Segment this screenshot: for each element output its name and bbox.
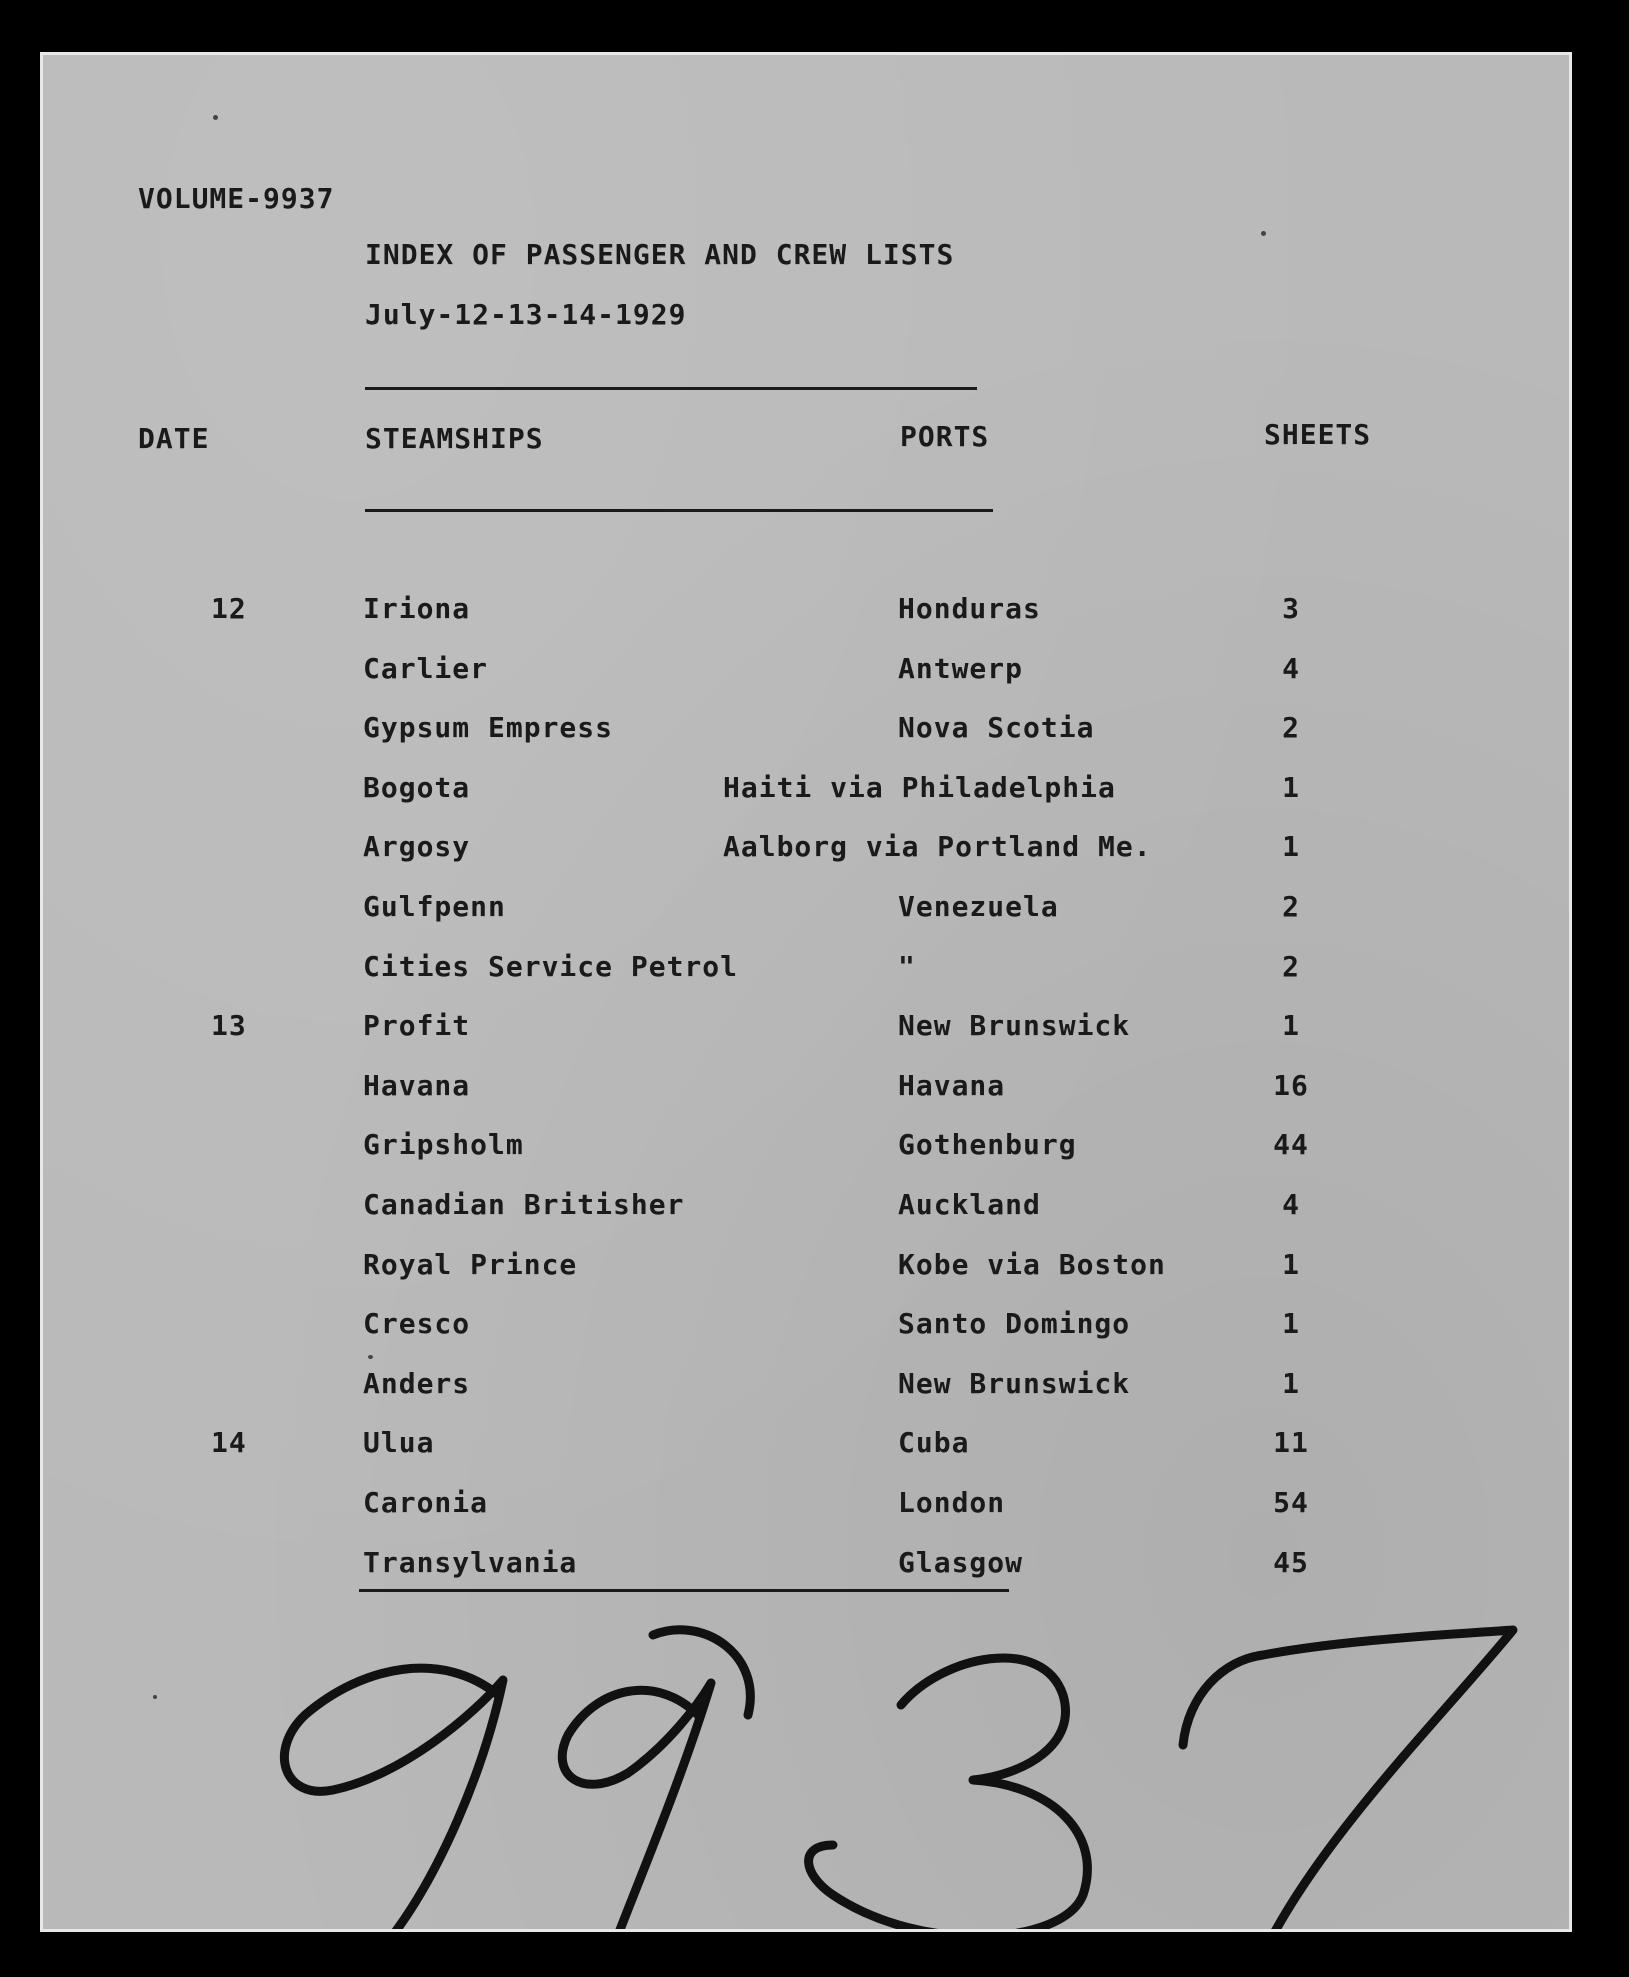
row-sheets: 1 (1282, 830, 1300, 863)
date-range: July-12-13-14-1929 (365, 298, 687, 331)
row-steamship: Havana (363, 1069, 471, 1102)
row-sheets: 2 (1282, 711, 1300, 744)
row-steamship: Caronia (363, 1486, 489, 1519)
row-sheets: 16 (1273, 1069, 1309, 1102)
row-steamship: Gulfpenn (363, 890, 506, 923)
row-steamship: Carlier (363, 652, 489, 685)
row-sheets: 4 (1282, 652, 1300, 685)
row-sheets: 1 (1282, 1248, 1300, 1281)
row-port: Haiti via Philadelphia (723, 771, 1116, 804)
row-steamship: Canadian Britisher (363, 1188, 685, 1221)
row-steamship: Anders (363, 1367, 471, 1400)
row-steamship: Bogota (363, 771, 471, 804)
row-port: London (898, 1486, 1006, 1519)
row-port: Santo Domingo (898, 1307, 1131, 1340)
row-sheets: 4 (1282, 1188, 1300, 1221)
row-sheets: 1 (1282, 1367, 1300, 1400)
speck (153, 1695, 157, 1699)
row-port: " (898, 950, 916, 983)
row-sheets: 44 (1273, 1128, 1309, 1161)
row-steamship: Profit (363, 1009, 471, 1042)
row-sheets: 54 (1273, 1486, 1309, 1519)
row-port: Aalborg via Portland Me. (723, 830, 1152, 863)
divider-top (365, 387, 977, 390)
speck (213, 115, 218, 120)
handwritten-number-9937 (43, 55, 1572, 1932)
row-port: Honduras (898, 592, 1041, 625)
row-port: Havana (898, 1069, 1006, 1102)
divider-bottom (359, 1589, 1009, 1592)
row-steamship: Transylvania (363, 1546, 578, 1579)
row-steamship: Gripsholm (363, 1128, 524, 1161)
row-steamship: Royal Prince (363, 1248, 578, 1281)
row-port: Cuba (898, 1426, 970, 1459)
row-port: Glasgow (898, 1546, 1024, 1579)
row-port: New Brunswick (898, 1009, 1131, 1042)
page-title: INDEX OF PASSENGER AND CREW LISTS (365, 238, 955, 271)
column-header-sheets: SHEETS (1264, 418, 1372, 451)
row-steamship: Cities Service Petrol (363, 950, 739, 983)
row-date: 14 (211, 1426, 247, 1459)
row-sheets: 45 (1273, 1546, 1309, 1579)
row-port: Kobe via Boston (898, 1248, 1166, 1281)
row-port: Antwerp (898, 652, 1024, 685)
speck (1261, 231, 1266, 236)
row-steamship: Ulua (363, 1426, 435, 1459)
row-sheets: 2 (1282, 890, 1300, 923)
row-sheets: 1 (1282, 1009, 1300, 1042)
row-date: 13 (211, 1009, 247, 1042)
row-sheets: 1 (1282, 771, 1300, 804)
row-port: Venezuela (898, 890, 1059, 923)
row-date: 12 (211, 592, 247, 625)
column-header-date: DATE (138, 422, 210, 455)
row-port: Gothenburg (898, 1128, 1077, 1161)
row-sheets: 1 (1282, 1307, 1300, 1340)
speck (368, 1355, 373, 1359)
row-sheets: 2 (1282, 950, 1300, 983)
row-sheets: 3 (1282, 592, 1300, 625)
row-port: Nova Scotia (898, 711, 1095, 744)
row-steamship: Cresco (363, 1307, 471, 1340)
row-steamship: Iriona (363, 592, 471, 625)
row-steamship: Gypsum Empress (363, 711, 614, 744)
row-port: New Brunswick (898, 1367, 1131, 1400)
column-header-steamships: STEAMSHIPS (365, 422, 544, 455)
divider-header (365, 509, 993, 512)
volume-label: VOLUME-9937 (138, 182, 335, 215)
column-header-ports: PORTS (900, 420, 990, 453)
row-port: Auckland (898, 1188, 1041, 1221)
document-page (40, 52, 1572, 1932)
row-sheets: 11 (1273, 1426, 1309, 1459)
row-steamship: Argosy (363, 830, 471, 863)
